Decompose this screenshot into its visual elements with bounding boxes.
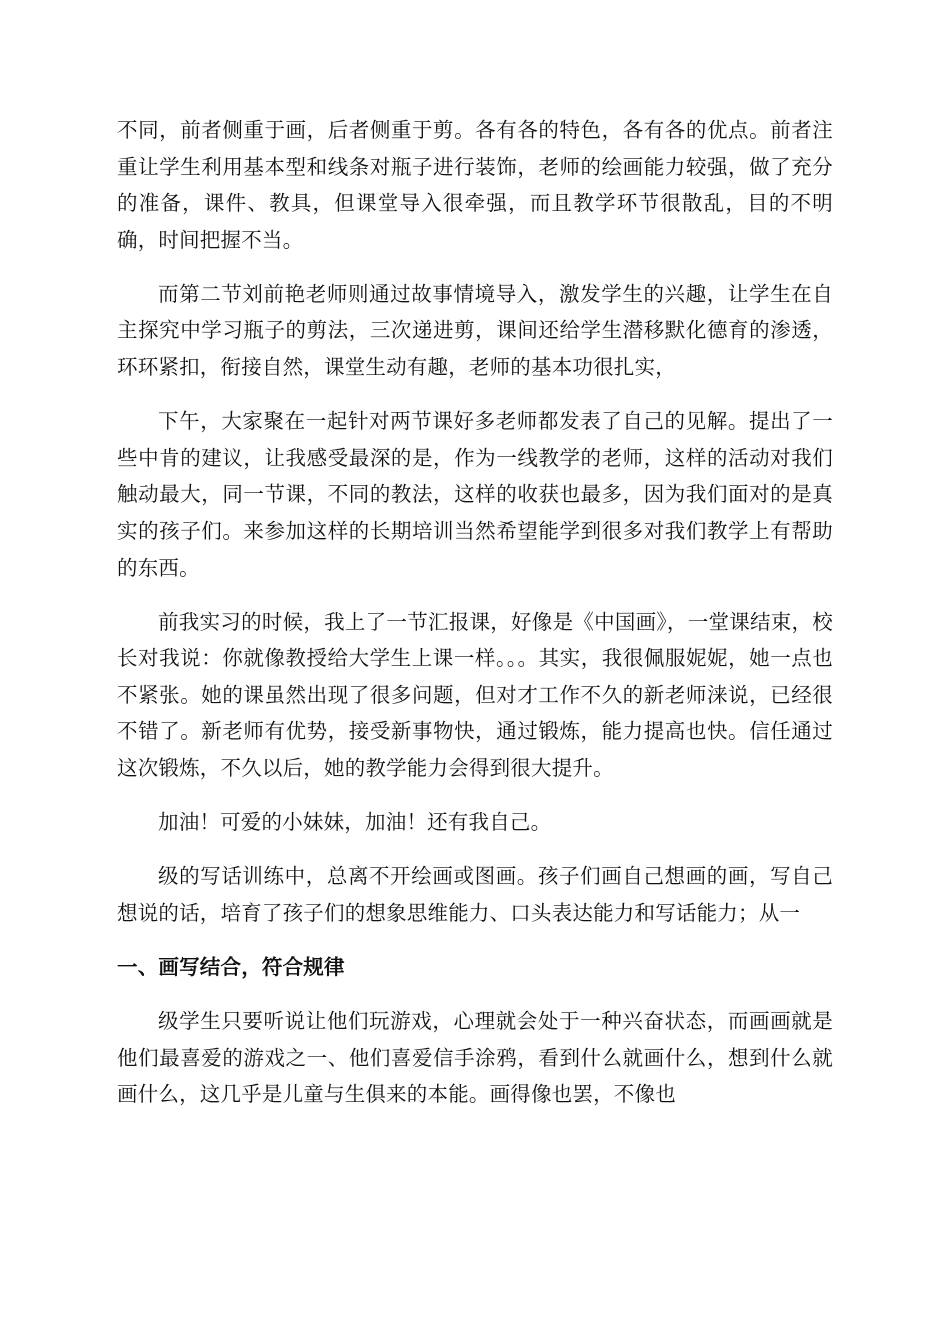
section-heading: 一、画写结合，符合规律 <box>117 954 345 979</box>
paragraph-6: 级的写话训练中，总离不开绘画或图画。孩子们画自己想画的画，写自己想说的话，培育了孩子们的想象思维能力、口头表达能力和写话能力；从一 <box>117 864 833 925</box>
paragraph-4: 前我实习的时候，我上了一节汇报课，好像是《中国画》，一堂课结束，校长对我说：你就像教授给大学生上课一样。。。其实，我很佩服妮妮，她一点也不紧张。她的课虽然出现了很多问题，但对才工作不久的新老师涞说，已经很不错了。新老师有优势，接受新事物快，通过锻炼，能力提高也快。信任通过这次锻炼，不久以后，她的教学能力会得到很大提升。 <box>117 609 833 780</box>
paragraph-5: 加油！可爱的小妹妹，加油！还有我自己。 <box>158 810 552 835</box>
paragraph-1: 不同，前者侧重于画，后者侧重于剪。各有各的特色，各有各的优点。前者注重让学生利用基本型和线条对瓶子进行装饰，老师的绘画能力较强，做了充分的准备，课件、教具，但课堂导入很牵强，而且教学环节很散乱，目的不明确，时间把握不当。 <box>117 118 833 252</box>
document-body <box>117 112 833 1113</box>
paragraph-2: 而第二节刘前艳老师则通过故事情境导入，激发学生的兴趣，让学生在自主探究中学习瓶子的剪法，三次递进剪，课间还给学生潜移默化德育的渗透，环环紧扣，衔接自然，课堂生动有趣，老师的基本功很扎实， <box>117 281 833 380</box>
paragraph-7: 级学生只要听说让他们玩游戏，心理就会处于一种兴奋状态，而画画就是他们最喜爱的游戏之一、他们喜爱信手涂鸦，看到什么就画什么，想到什么就画什么，这几乎是儿童与生俱来的本能。画得像也罢，不像也 <box>117 1008 833 1107</box>
paragraph-3: 下午，大家聚在一起针对两节课好多老师都发表了自己的见解。提出了一些中肯的建议，让我感受最深的是，作为一线教学的老师，这样的活动对我们触动最大，同一节课，不同的教法，这样的收获也最多，因为我们面对的是真实的孩子们。来参加这样的长期培训当然希望能学到很多对我们教学上有帮助的东西。 <box>117 409 833 580</box>
